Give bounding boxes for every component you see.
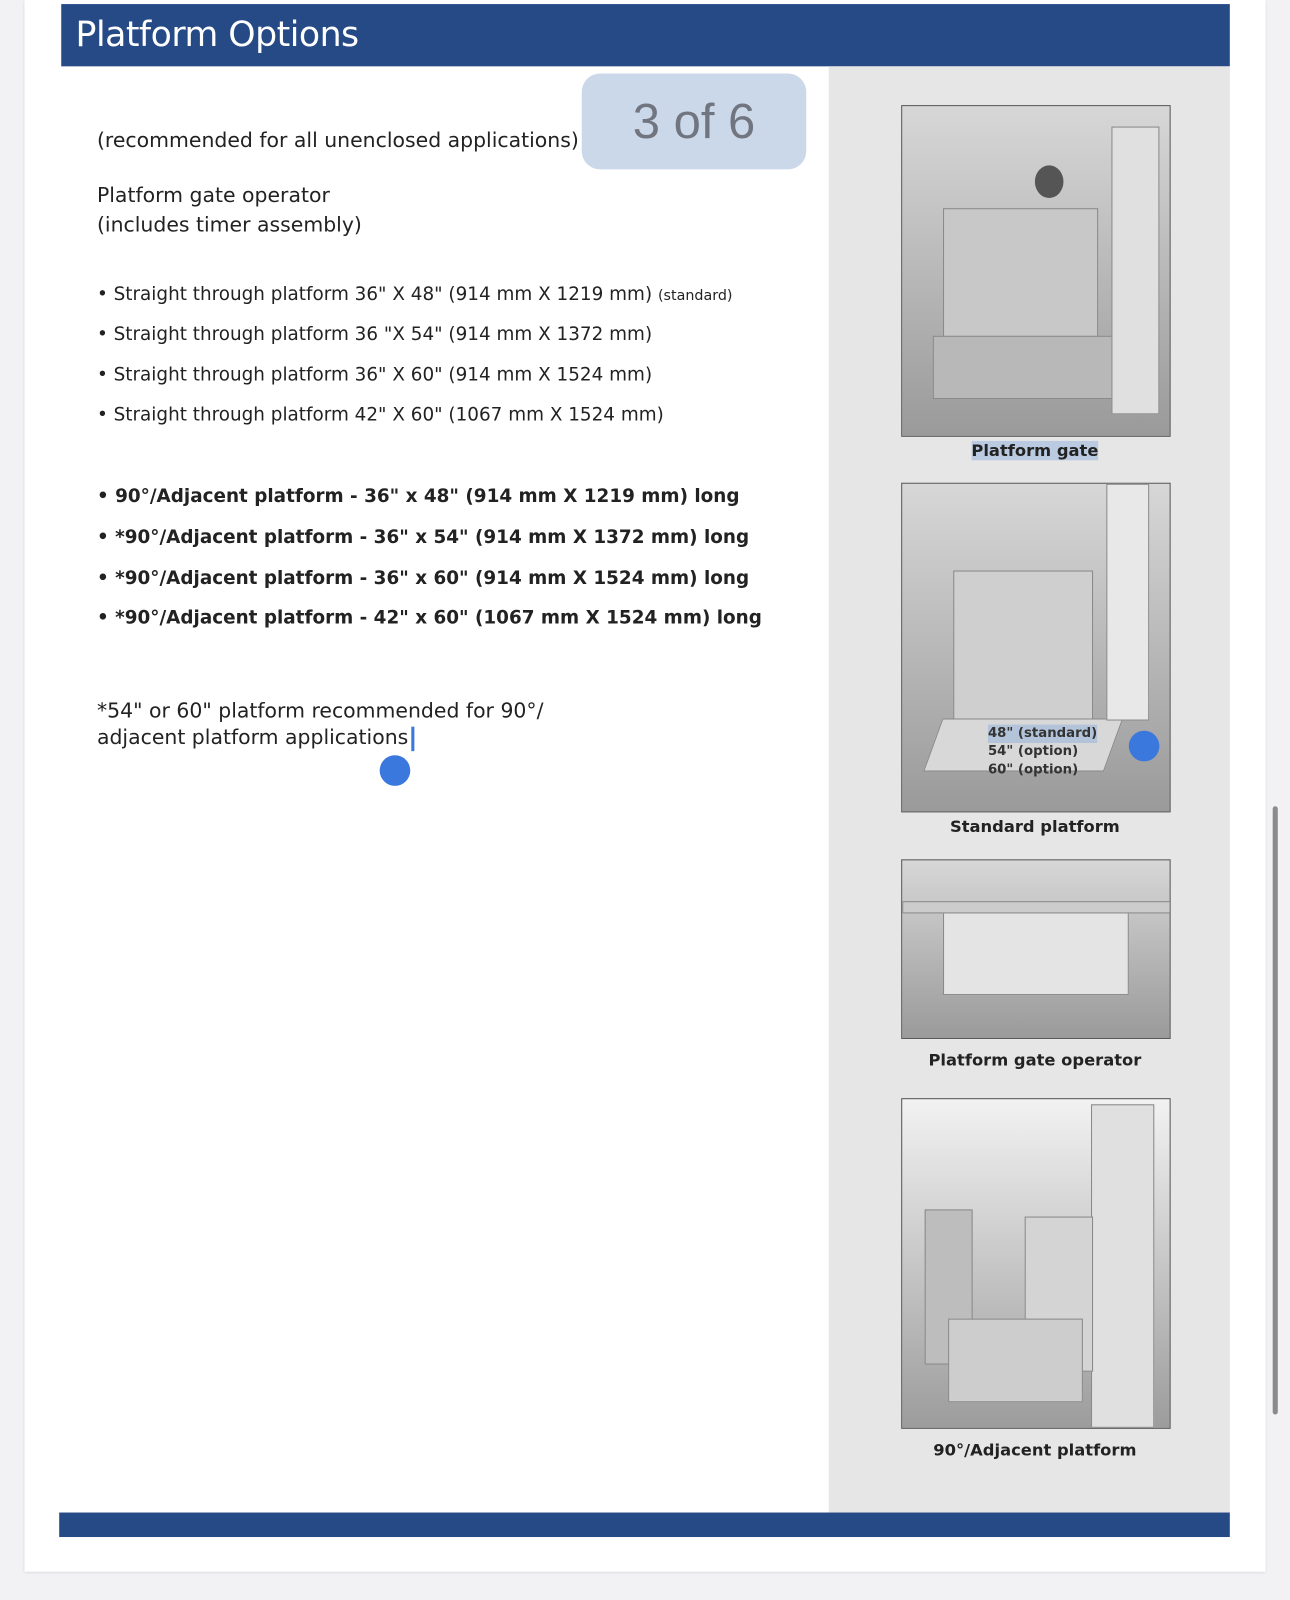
- gate-operator-title: Platform gate operator: [96, 182, 330, 208]
- standard-platform-photo: [901, 483, 1170, 813]
- section-title: Platform Options: [75, 14, 359, 56]
- figure-caption: Platform gate: [971, 440, 1099, 461]
- straight-item: • Straight through platform 36" X 60" (914 mm X 1524 mm): [96, 364, 653, 386]
- dimension-label: 48" (standard): [988, 725, 1097, 743]
- section-header: [61, 4, 1230, 66]
- figure-caption: Platform gate operator: [928, 1050, 1142, 1070]
- text-selection-handle[interactable]: [1129, 731, 1160, 762]
- adjacent-platform-photo: [901, 1098, 1170, 1429]
- footnote-line-2: adjacent platform applications: [96, 724, 409, 750]
- text-selection-handle[interactable]: [380, 755, 411, 786]
- dimension-label: 54" (option): [987, 744, 1079, 760]
- figure-caption: Standard platform: [949, 816, 1120, 836]
- footnote-line-1: *54" or 60" platform recommended for 90°/: [96, 698, 544, 723]
- adjacent-item: • *90°/Adjacent platform - 36" x 54" (914 mm X 1372 mm) long: [96, 526, 750, 549]
- dimension-label: 60" (option): [987, 762, 1079, 778]
- item-text: • Straight through platform 36" X 48" (914 mm X 1219 mm): [96, 283, 653, 306]
- item-note: (standard): [657, 287, 733, 305]
- section-footer-bar: [59, 1513, 1230, 1537]
- figure-caption: 90°/Adjacent platform: [933, 1440, 1137, 1460]
- gate-operator-subtitle: (includes timer assembly): [96, 212, 362, 237]
- straight-item: • Straight through platform 36 "X 54" (914 mm X 1372 mm): [96, 323, 653, 345]
- platform-gate-photo: [901, 105, 1170, 437]
- straight-item: • Straight through platform 42" X 60" (1067 mm X 1524 mm): [96, 404, 664, 426]
- straight-item: [97, 284, 733, 305]
- footnote-block-2: [97, 725, 414, 751]
- adjacent-item: • *90°/Adjacent platform - 42" x 60" (1067 mm X 1524 mm) long: [96, 607, 762, 629]
- gate-operator-photo: [901, 859, 1170, 1039]
- adjacent-item: • 90°/Adjacent platform - 36" x 48" (914 mm X 1219 mm) long: [96, 485, 740, 508]
- text-cursor: [411, 726, 414, 750]
- adjacent-item: • *90°/Adjacent platform - 36" x 60" (914 mm X 1524 mm) long: [96, 567, 750, 589]
- page-indicator: 3 of 6: [582, 73, 807, 169]
- scrollbar[interactable]: [1273, 806, 1278, 1414]
- intro-text: (recommended for all unenclosed applications): [96, 127, 579, 153]
